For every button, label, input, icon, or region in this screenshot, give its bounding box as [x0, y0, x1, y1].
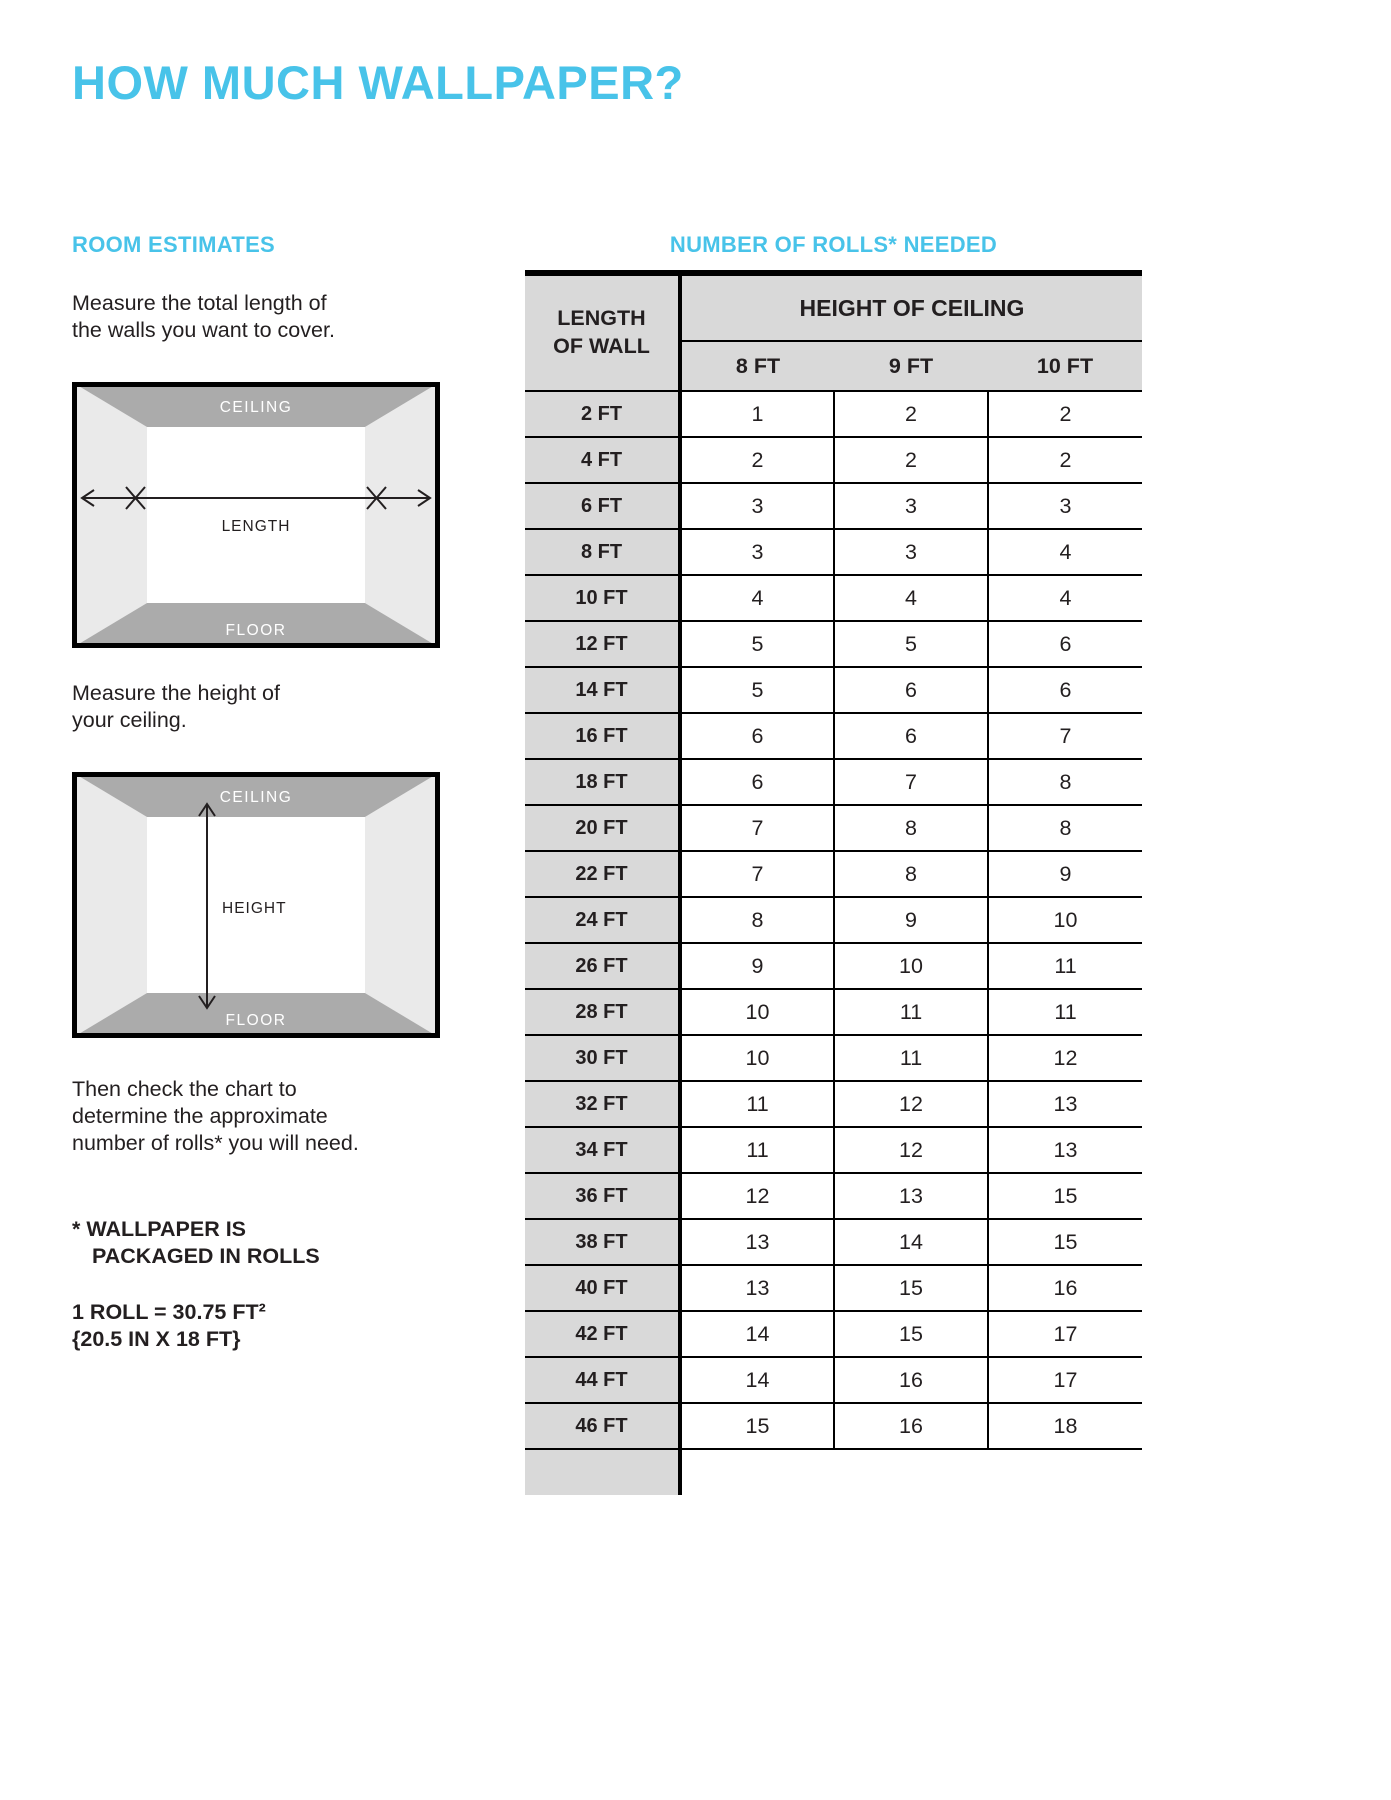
rolls-value-cell: 6: [834, 667, 988, 713]
rolls-value-cell: 4: [834, 575, 988, 621]
length-diagram: [72, 382, 440, 648]
rolls-value-cell: 2: [988, 391, 1142, 437]
rolls-value-cell: 3: [988, 483, 1142, 529]
rolls-value-cell: 13: [988, 1081, 1142, 1127]
table-body: [525, 391, 1142, 1449]
instruction-check-chart: [72, 1076, 454, 1157]
height-col-header: 9 FT: [834, 341, 988, 391]
height-col-header: 8 FT: [680, 341, 834, 391]
table-row: [525, 989, 1142, 1035]
rolls-value-cell: 6: [988, 667, 1142, 713]
rolls-value-cell: 10: [680, 989, 834, 1035]
table-row: [525, 1265, 1142, 1311]
rolls-value-cell: 16: [988, 1265, 1142, 1311]
wall-length-cell: 38 FT: [525, 1219, 680, 1265]
wall-length-cell: 24 FT: [525, 897, 680, 943]
rolls-value-cell: 6: [680, 713, 834, 759]
wall-length-cell: 4 FT: [525, 437, 680, 483]
table-row: [525, 529, 1142, 575]
floor-label: FLOOR: [225, 622, 287, 640]
rolls-value-cell: 16: [834, 1403, 988, 1449]
rolls-value-cell: 15: [834, 1265, 988, 1311]
text-line: * WALLPAPER IS: [72, 1216, 247, 1241]
back-wall: [147, 427, 365, 603]
wall-length-cell: 32 FT: [525, 1081, 680, 1127]
wall-length-cell: 40 FT: [525, 1265, 680, 1311]
rolls-value-cell: 8: [988, 759, 1142, 805]
rolls-value-cell: 13: [680, 1219, 834, 1265]
table-row: [525, 575, 1142, 621]
text-line: {20.5 IN X 18 FT}: [72, 1327, 241, 1352]
rolls-value-cell: 3: [834, 529, 988, 575]
text-line: Measure the total length of: [72, 291, 327, 315]
rolls-value-cell: 7: [680, 805, 834, 851]
table-footer: [525, 1449, 1142, 1495]
rolls-value-cell: 12: [988, 1035, 1142, 1081]
group-header-row: [525, 273, 1142, 341]
wall-length-cell: 14 FT: [525, 667, 680, 713]
rolls-table: [525, 270, 1142, 1495]
rolls-value-cell: 14: [680, 1311, 834, 1357]
text-line: OF WALL: [553, 334, 650, 358]
ceiling-label: CEILING: [219, 399, 293, 417]
rolls-value-cell: 2: [834, 437, 988, 483]
packaged-in-rolls-note: [72, 1216, 454, 1271]
text-line: LENGTH: [557, 306, 646, 331]
wall-length-cell: 44 FT: [525, 1357, 680, 1403]
wall-length-cell: 12 FT: [525, 621, 680, 667]
table-row: [525, 667, 1142, 713]
table-row: [525, 1035, 1142, 1081]
table-row: [525, 851, 1142, 897]
table-row: [525, 1173, 1142, 1219]
text-line: the walls you want to cover.: [72, 318, 335, 343]
rolls-value-cell: 2: [988, 437, 1142, 483]
rolls-value-cell: 8: [834, 805, 988, 851]
rolls-value-cell: 5: [680, 621, 834, 667]
rolls-value-cell: 15: [988, 1173, 1142, 1219]
rolls-value-cell: 9: [988, 851, 1142, 897]
right-wall: [365, 382, 440, 648]
wall-length-cell: 42 FT: [525, 1311, 680, 1357]
rolls-value-cell: 13: [988, 1127, 1142, 1173]
table-row: [525, 1311, 1142, 1357]
ceiling-label: CEILING: [219, 789, 293, 807]
length-label: LENGTH: [221, 518, 291, 536]
rolls-value-cell: 2: [680, 437, 834, 483]
text-line: your ceiling.: [72, 708, 187, 733]
left-wall: [72, 772, 147, 1038]
text-line: 1 ROLL = 30.75 FT²: [72, 1299, 266, 1324]
rolls-needed-heading: NUMBER OF ROLLS* NEEDED: [669, 232, 998, 257]
rolls-value-cell: 5: [834, 621, 988, 667]
rolls-value-cell: 11: [680, 1127, 834, 1173]
rolls-value-cell: 18: [988, 1403, 1142, 1449]
table-row: [525, 391, 1142, 437]
height-col-header: 10 FT: [988, 341, 1142, 391]
table-row: [525, 1081, 1142, 1127]
rolls-value-cell: 1: [680, 391, 834, 437]
rolls-value-cell: 5: [680, 667, 834, 713]
text-line: PACKAGED IN ROLLS: [92, 1244, 320, 1269]
rolls-value-cell: 3: [680, 483, 834, 529]
rolls-value-cell: 9: [680, 943, 834, 989]
footer-stub-row: [525, 1449, 1142, 1495]
table-row: [525, 897, 1142, 943]
roll-size-info: [72, 1299, 454, 1354]
wall-length-cell: 18 FT: [525, 759, 680, 805]
footer-spacer: [680, 1449, 1142, 1495]
rolls-value-cell: 4: [988, 575, 1142, 621]
table-row: [525, 1403, 1142, 1449]
rolls-value-cell: 11: [680, 1081, 834, 1127]
rolls-value-cell: 4: [988, 529, 1142, 575]
text-line: Measure the height of: [72, 681, 280, 706]
wall-length-cell: 20 FT: [525, 805, 680, 851]
length-of-wall-header: [525, 273, 680, 391]
rolls-value-cell: 3: [680, 529, 834, 575]
table-row: [525, 805, 1142, 851]
page-title: HOW MUCH WALLPAPER?: [72, 56, 684, 109]
wall-length-cell: 26 FT: [525, 943, 680, 989]
rolls-value-cell: 11: [834, 989, 988, 1035]
rolls-value-cell: 13: [834, 1173, 988, 1219]
rolls-value-cell: 17: [988, 1357, 1142, 1403]
wall-length-cell: 28 FT: [525, 989, 680, 1035]
rolls-value-cell: 11: [834, 1035, 988, 1081]
rolls-value-cell: 2: [834, 391, 988, 437]
text-line: number of rolls* you will need.: [72, 1131, 359, 1156]
wall-length-cell: 2 FT: [525, 391, 680, 437]
table-row: [525, 437, 1142, 483]
rolls-value-cell: 15: [834, 1311, 988, 1357]
room-estimates-heading: ROOM ESTIMATES: [72, 232, 276, 257]
table-row: [525, 759, 1142, 805]
wall-length-cell: 10 FT: [525, 575, 680, 621]
rolls-value-cell: 15: [988, 1219, 1142, 1265]
text-line: determine the approximate: [72, 1104, 328, 1129]
floor-label: FLOOR: [225, 1012, 287, 1030]
room-estimates-section: [72, 232, 454, 1354]
wall-length-cell: 6 FT: [525, 483, 680, 529]
wall-length-cell: 36 FT: [525, 1173, 680, 1219]
rolls-value-cell: 12: [834, 1127, 988, 1173]
height-diagram: [72, 772, 440, 1038]
rolls-value-cell: 7: [680, 851, 834, 897]
rolls-value-cell: 7: [988, 713, 1142, 759]
left-wall: [72, 382, 147, 648]
table-row: [525, 713, 1142, 759]
rolls-value-cell: 9: [834, 897, 988, 943]
instruction-measure-length: [72, 290, 454, 344]
rolls-value-cell: 8: [834, 851, 988, 897]
rolls-value-cell: 14: [834, 1219, 988, 1265]
rolls-value-cell: 11: [988, 943, 1142, 989]
rolls-value-cell: 3: [834, 483, 988, 529]
instruction-measure-height: [72, 680, 454, 734]
rolls-value-cell: 12: [680, 1173, 834, 1219]
height-label: HEIGHT: [222, 900, 287, 918]
table-row: [525, 483, 1142, 529]
rolls-value-cell: 6: [988, 621, 1142, 667]
rolls-value-cell: 10: [834, 943, 988, 989]
rolls-value-cell: 12: [834, 1081, 988, 1127]
wall-length-cell: 22 FT: [525, 851, 680, 897]
rolls-value-cell: 16: [834, 1357, 988, 1403]
rolls-value-cell: 6: [680, 759, 834, 805]
table-row: [525, 1357, 1142, 1403]
height-of-ceiling-header: HEIGHT OF CEILING: [680, 273, 1142, 341]
content-columns: [72, 232, 1391, 1495]
rolls-value-cell: 4: [680, 575, 834, 621]
rolls-value-cell: 15: [680, 1403, 834, 1449]
rolls-value-cell: 7: [834, 759, 988, 805]
rolls-value-cell: 6: [834, 713, 988, 759]
right-wall: [365, 772, 440, 1038]
wall-length-cell: 8 FT: [525, 529, 680, 575]
table-row: [525, 1219, 1142, 1265]
rolls-value-cell: 17: [988, 1311, 1142, 1357]
rolls-value-cell: 11: [988, 989, 1142, 1035]
footer-stub-cell: [525, 1449, 680, 1495]
rolls-value-cell: 8: [988, 805, 1142, 851]
table-header: [525, 273, 1142, 391]
table-row: [525, 943, 1142, 989]
rolls-value-cell: 8: [680, 897, 834, 943]
text-line: Then check the chart to: [72, 1077, 297, 1102]
table-row: [525, 1127, 1142, 1173]
wall-length-cell: 30 FT: [525, 1035, 680, 1081]
rolls-value-cell: 10: [680, 1035, 834, 1081]
wall-length-cell: 46 FT: [525, 1403, 680, 1449]
table-row: [525, 621, 1142, 667]
wall-length-cell: 34 FT: [525, 1127, 680, 1173]
rolls-needed-section: [525, 232, 1142, 1495]
rolls-value-cell: 10: [988, 897, 1142, 943]
wall-length-cell: 16 FT: [525, 713, 680, 759]
rolls-value-cell: 14: [680, 1357, 834, 1403]
rolls-value-cell: 13: [680, 1265, 834, 1311]
